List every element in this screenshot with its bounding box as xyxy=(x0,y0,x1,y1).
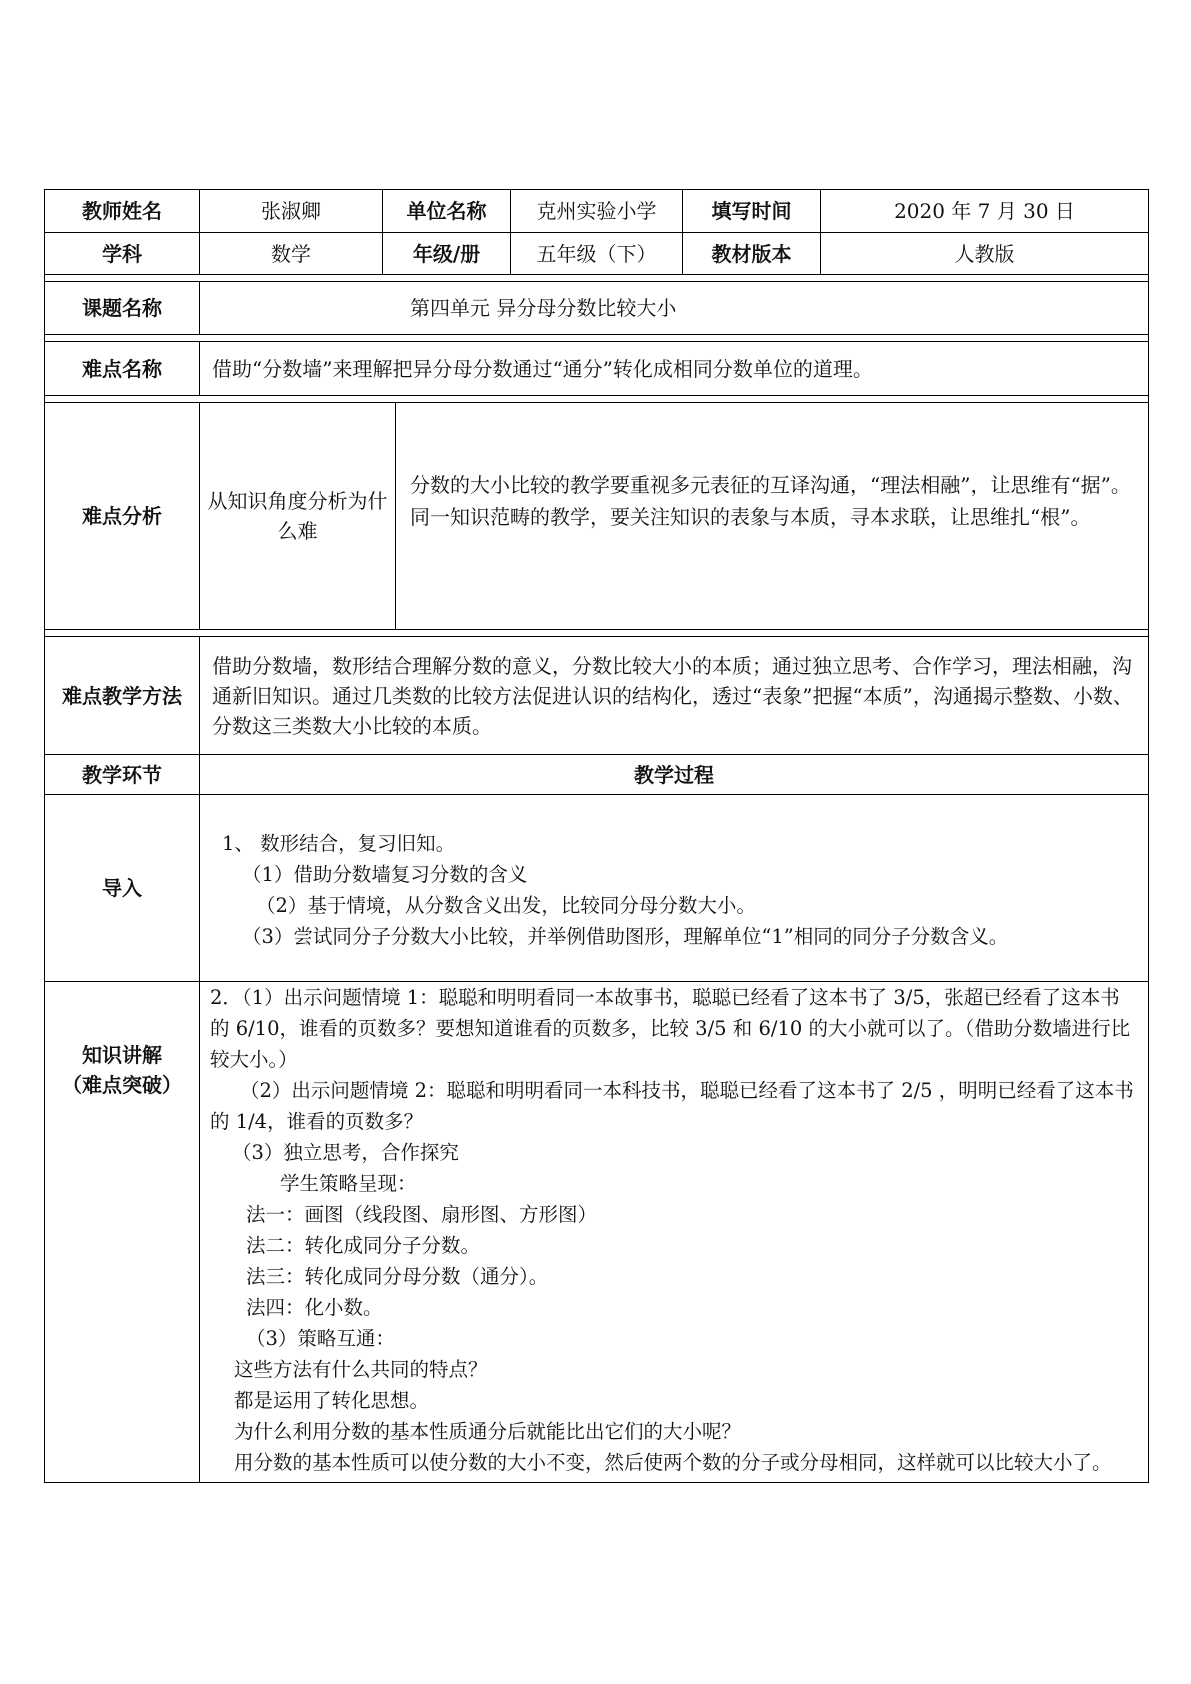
knowledge-label-line-1: 知识讲解 xyxy=(82,1043,162,1067)
knowledge-line-7: 法三：转化成同分母分数（通分）。 xyxy=(246,1265,549,1288)
analysis-label: 难点分析 xyxy=(45,403,200,630)
knowledge-line-2: （2）出示问题情境 2：聪聪和明明看同一本科技书，聪聪已经看了这本书了 2/5 ，明明已经看了这本书的 1/4，谁看的页数多？ xyxy=(210,1079,1134,1133)
knowledge-line-13: 用分数的基本性质可以使分数的大小不变，然后使两个数的分子或分母相同，这样就可以比较大小了。 xyxy=(234,1451,1112,1474)
knowledge-line-6: 法二：转化成同分子分数。 xyxy=(246,1234,481,1257)
intro-label: 导入 xyxy=(45,795,200,982)
difficulty-label: 难点名称 xyxy=(45,342,200,396)
grade-label: 年级/册 xyxy=(383,233,511,275)
lesson-table xyxy=(44,189,1149,1483)
intro-content xyxy=(200,795,1149,982)
stage-header: 教学环节 xyxy=(45,755,200,795)
topic-label: 课题名称 xyxy=(45,282,200,335)
unit-value: 克州实验小学 xyxy=(511,190,683,233)
edition-label: 教材版本 xyxy=(683,233,821,275)
intro-line-3: （2）基于情境，从分数含义出发，比较同分母分数大小。 xyxy=(256,894,756,917)
analysis-value: 分数的大小比较的教学要重视多元表征的互译沟通，“理法相融”，让思维有“据”。同一知识范畴的教学，要关注知识的表象与本质，寻本求联，让思维扎“根”。 xyxy=(410,473,1131,529)
knowledge-line-4: 学生策略呈现： xyxy=(280,1172,417,1195)
knowledge-line-9: （3）策略互通： xyxy=(246,1327,395,1350)
spacer xyxy=(45,630,1149,637)
analysis-row xyxy=(45,403,1149,630)
subject-label: 学科 xyxy=(45,233,200,275)
lesson-form xyxy=(44,189,1148,1483)
knowledge-line-12: 为什么利用分数的基本性质通分后就能比出它们的大小呢？ xyxy=(234,1420,742,1443)
intro-line-2: （1）借助分数墙复习分数的含义 xyxy=(242,863,528,886)
topic-row xyxy=(45,282,1149,335)
knowledge-line-1: 2．（1）出示问题情境 1：聪聪和明明看同一本故事书，聪聪已经看了这本书了 3/5，张超已经看了这本书的 6/10，谁看的页数多？要想知道谁看的页数多，比较 3/5 和 6/10 的大小就可以了。（借助分数墙进行比较大小。） xyxy=(210,986,1131,1071)
intro-line-1: 1、 数形结合，复习旧知。 xyxy=(222,832,456,855)
difficulty-value: 借助“分数墙”来理解把异分母分数通过“通分”转化成相同分数单位的道理。 xyxy=(200,342,1149,396)
intro-row xyxy=(45,795,1149,982)
knowledge-line-3: （3）独立思考，合作探究 xyxy=(232,1141,459,1164)
knowledge-line-10: 这些方法有什么共同的特点？ xyxy=(234,1358,488,1381)
knowledge-content xyxy=(200,982,1149,1483)
knowledge-label-line-2: （难点突破） xyxy=(62,1073,182,1097)
spacer xyxy=(45,396,1149,403)
knowledge-label xyxy=(45,982,200,1483)
knowledge-row xyxy=(45,982,1149,1483)
topic-value: 第四单元 异分母分数比较大小 xyxy=(200,282,1149,335)
teacher-label: 教师姓名 xyxy=(45,190,200,233)
spacer xyxy=(45,275,1149,282)
method-value: 借助分数墙，数形结合理解分数的意义，分数比较大小的本质；通过独立思考、合作学习，理法相融，沟通新旧知识。通过几类数的比较方法促进认识的结构化，透过“表象”把握“本质”，沟通揭示整数、小数、分数这三类数大小比较的本质。 xyxy=(200,637,1149,755)
analysis-cell xyxy=(200,403,1149,630)
analysis-sub-label: 从知识角度分析为什么难 xyxy=(200,403,396,629)
unit-label: 单位名称 xyxy=(383,190,511,233)
grade-value: 五年级（下） xyxy=(511,233,683,275)
subject-value: 数学 xyxy=(200,233,383,275)
intro-line-4: （3）尝试同分子分数大小比较，并举例借助图形，理解单位“1”相同的同分子分数含义。 xyxy=(242,925,1009,948)
process-header: 教学过程 xyxy=(200,755,1149,795)
method-label: 难点教学方法 xyxy=(45,637,200,755)
header-row-2 xyxy=(45,233,1149,275)
process-header-row xyxy=(45,755,1149,795)
method-row xyxy=(45,637,1149,755)
teacher-value: 张淑卿 xyxy=(200,190,383,233)
spacer xyxy=(45,335,1149,342)
knowledge-line-11: 都是运用了转化思想。 xyxy=(234,1389,430,1412)
time-value: 2020 年 7 月 30 日 xyxy=(821,190,1149,233)
knowledge-line-8: 法四：化小数。 xyxy=(246,1296,383,1319)
edition-value: 人教版 xyxy=(821,233,1149,275)
time-label: 填写时间 xyxy=(683,190,821,233)
knowledge-line-5: 法一：画图（线段图、扇形图、方形图） xyxy=(246,1203,598,1226)
difficulty-row xyxy=(45,342,1149,396)
header-row-1 xyxy=(45,190,1149,233)
